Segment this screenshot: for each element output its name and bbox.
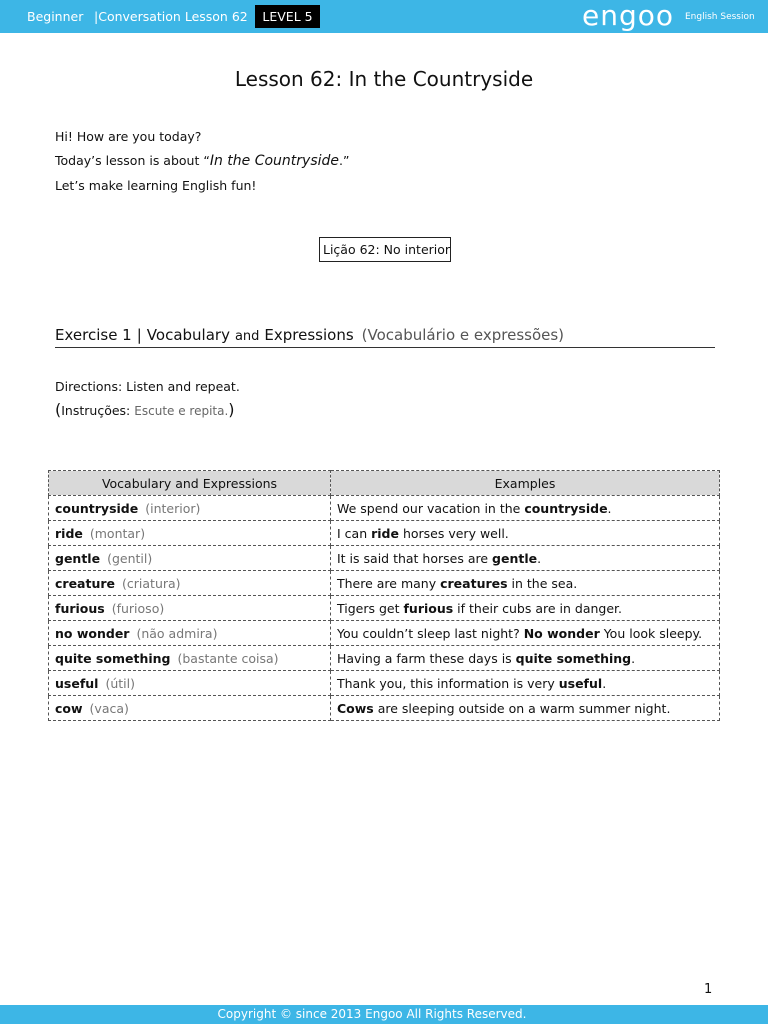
exercise-word-vocabulary: Vocabulary xyxy=(146,326,230,344)
directions-text: : Listen and repeat. xyxy=(117,379,240,394)
page-number: 1 xyxy=(704,982,713,997)
example-cell xyxy=(331,546,720,571)
example-highlight: quite something xyxy=(515,650,632,666)
vocab-translation: (bastante coisa) xyxy=(177,650,279,666)
example-highlight: Cows xyxy=(337,700,374,716)
exercise-separator: | xyxy=(136,326,142,344)
example-highlight: useful xyxy=(558,675,603,691)
vocab-translation: (gentil) xyxy=(107,550,153,566)
vocab-cell xyxy=(49,696,331,721)
vocab-cell xyxy=(49,671,331,696)
exercise-word-expressions: Expressions xyxy=(264,326,354,344)
engoo-logo: engoo xyxy=(582,0,675,32)
column-header-vocabulary: Vocabulary and Expressions xyxy=(49,471,331,496)
example-after: You look sleepy. xyxy=(599,625,703,641)
exercise-translation: (Vocabulário e expressões) xyxy=(361,326,565,344)
vocab-cell xyxy=(49,596,331,621)
example-highlight: No wonder xyxy=(523,625,600,641)
table-row xyxy=(49,671,720,696)
intro-topic-suffix: .” xyxy=(339,153,350,168)
example-after: . xyxy=(631,650,636,666)
instructions-label: Instruções: xyxy=(61,403,131,418)
vocab-term: no wonder xyxy=(55,625,130,641)
table-row xyxy=(49,496,720,521)
vocab-translation: (vaca) xyxy=(89,700,129,716)
vocab-cell xyxy=(49,646,331,671)
example-before: You couldn’t sleep last night? xyxy=(337,625,524,641)
example-cell xyxy=(331,521,720,546)
intro-greeting: Hi! How are you today? xyxy=(55,129,202,144)
intro-topic-line xyxy=(55,152,349,170)
example-after: in the sea. xyxy=(507,575,578,591)
instructions-close-paren: ) xyxy=(228,400,235,419)
example-cell xyxy=(331,671,720,696)
exercise-conjunction: and xyxy=(234,329,260,344)
intro-topic-prefix: Today’s lesson is about “ xyxy=(55,153,210,168)
instructions-open-paren: ( xyxy=(55,400,62,419)
example-after: are sleeping outside on a warm summer night. xyxy=(373,700,671,716)
example-before: Thank you, this information is very xyxy=(337,675,559,691)
top-banner xyxy=(0,0,768,33)
vocab-cell xyxy=(49,521,331,546)
example-after: . xyxy=(537,550,542,566)
example-highlight: gentle xyxy=(492,550,538,566)
example-highlight: furious xyxy=(403,600,454,616)
table-row xyxy=(49,621,720,646)
example-cell xyxy=(331,646,720,671)
example-highlight: ride xyxy=(371,525,399,541)
exercise-number: Exercise 1 xyxy=(55,326,132,344)
example-cell xyxy=(331,596,720,621)
vocab-cell xyxy=(49,571,331,596)
vocab-cell xyxy=(49,621,331,646)
example-cell xyxy=(331,496,720,521)
example-highlight: creatures xyxy=(440,575,508,591)
directions-label: Directions xyxy=(55,379,118,394)
vocab-term: creature xyxy=(55,575,116,591)
table-row xyxy=(49,571,720,596)
vocab-translation: (criatura) xyxy=(122,575,181,591)
vocab-translation: (interior) xyxy=(145,500,201,516)
instructions xyxy=(55,400,235,421)
example-before: I can xyxy=(337,525,372,541)
example-cell xyxy=(331,696,720,721)
vocab-cell xyxy=(49,546,331,571)
column-header-examples: Examples xyxy=(331,471,720,496)
course-label: |Conversation Lesson 62 xyxy=(94,9,248,24)
example-before: We spend our vacation in the xyxy=(337,500,525,516)
table-row xyxy=(49,521,720,546)
logo-tagline: English Session xyxy=(685,12,755,22)
table-header-row xyxy=(49,471,720,496)
example-after: . xyxy=(607,500,612,516)
instructions-text: Escute e repita. xyxy=(134,404,229,418)
exercise-divider xyxy=(55,347,715,348)
vocab-term: gentle xyxy=(55,550,101,566)
table-row xyxy=(49,696,720,721)
vocab-translation: (não admira) xyxy=(136,625,218,641)
example-after: if their cubs are in danger. xyxy=(453,600,623,616)
copyright-text: Copyright © since 2013 Engoo All Rights Reserved. xyxy=(217,1007,527,1021)
page-title: Lesson 62: In the Countryside xyxy=(234,67,534,91)
vocab-translation: (furioso) xyxy=(111,600,165,616)
intro-closing: Let’s make learning English fun! xyxy=(55,178,257,193)
vocab-term: furious xyxy=(55,600,105,616)
example-before: Having a farm these days is xyxy=(337,650,516,666)
exercise-heading xyxy=(55,324,564,348)
footer-bar xyxy=(0,1005,768,1024)
example-highlight: countryside xyxy=(524,500,608,516)
example-cell xyxy=(331,571,720,596)
example-before: It is said that horses are xyxy=(337,550,493,566)
table-row xyxy=(49,646,720,671)
example-before: Tigers get xyxy=(337,600,404,616)
example-cell xyxy=(331,621,720,646)
table-row xyxy=(49,546,720,571)
example-before: There are many xyxy=(337,575,441,591)
vocab-translation: (montar) xyxy=(89,525,146,541)
vocab-term: quite something xyxy=(55,650,171,666)
vocab-cell xyxy=(49,496,331,521)
directions xyxy=(55,378,240,396)
vocabulary-table xyxy=(48,470,720,721)
vocab-term: cow xyxy=(55,700,83,716)
vocab-term: countryside xyxy=(55,500,139,516)
vocab-term: useful xyxy=(55,675,99,691)
intro-topic: In the Countryside xyxy=(209,153,340,169)
translation-box: Lição 62: No interior xyxy=(319,237,451,262)
example-after: . xyxy=(602,675,607,691)
level-badge: LEVEL 5 xyxy=(255,5,320,28)
level-group-label: Beginner xyxy=(27,9,84,24)
example-after: horses very well. xyxy=(398,525,509,541)
table-row xyxy=(49,596,720,621)
vocab-term: ride xyxy=(55,525,83,541)
vocab-translation: (útil) xyxy=(105,675,135,691)
